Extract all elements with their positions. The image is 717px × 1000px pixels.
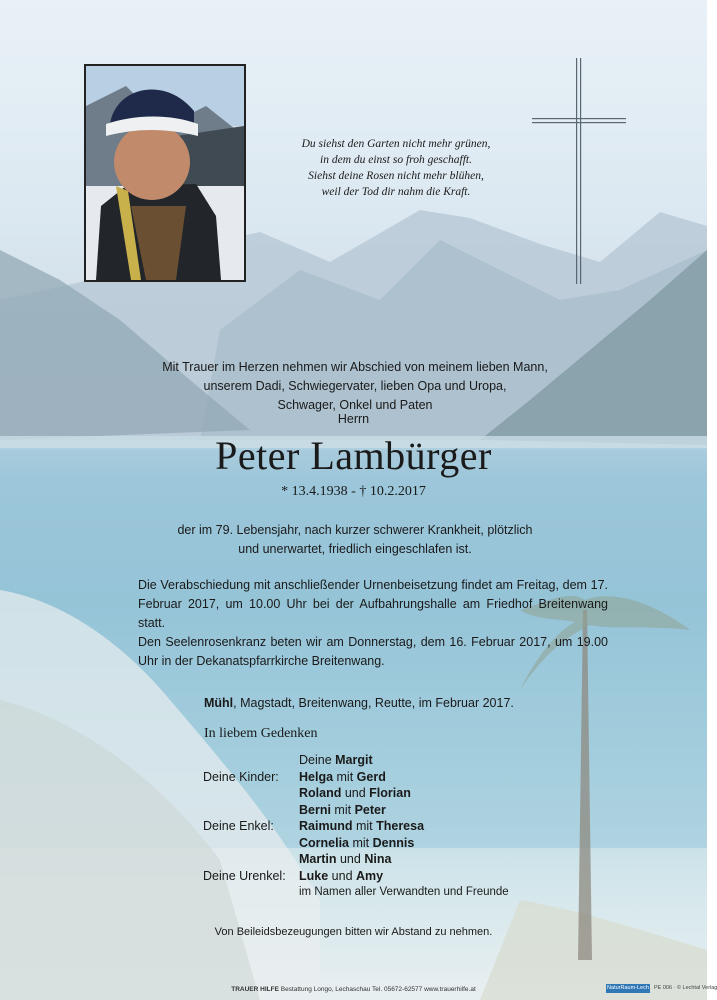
life-dates: * 13.4.1938 - † 10.2.2017 bbox=[281, 484, 426, 499]
conj: mit bbox=[330, 802, 355, 817]
family-row-grandchildren bbox=[203, 835, 424, 852]
great-grandchild-name: Luke bbox=[299, 868, 329, 883]
conj: und bbox=[336, 852, 365, 866]
partner-name: Theresa bbox=[376, 819, 425, 833]
spouse-name: Peter bbox=[354, 802, 386, 817]
conj: und bbox=[328, 868, 356, 883]
child-name: Helga bbox=[299, 769, 334, 784]
poem-line: in dem du einst so froh geschafft. bbox=[320, 154, 472, 166]
cross-icon bbox=[532, 58, 626, 284]
deceased-name: Peter Lambürger bbox=[215, 433, 492, 478]
family-row-children bbox=[203, 769, 424, 786]
salutation: Herrn bbox=[337, 412, 370, 426]
footer-brand: TRAUER HILFE bbox=[231, 986, 279, 993]
print-code: PE 006 · © Lechtal Verlag bbox=[654, 985, 717, 991]
footer bbox=[0, 986, 707, 993]
farewell-paragraph: Die Verabschiedung mit anschließender Urnenbeisetzung findet am Freitag, dem 17. Februar 2017, um 10.00 Uhr bei der Aufbahrungshalle am Friedhof Breitenwang statt. bbox=[138, 578, 608, 630]
conj: und bbox=[341, 786, 370, 800]
conj: mit bbox=[333, 769, 357, 784]
intro-line: Mit Trauer im Herzen nehmen wir Abschied von meinem lieben Mann, bbox=[162, 360, 548, 374]
memorial-poem bbox=[276, 136, 516, 200]
family-row-wife bbox=[203, 752, 424, 769]
spouse-name: Florian bbox=[369, 786, 411, 800]
death-line: der im 79. Lebensjahr, nach kurzer schwerer Krankheit, plötzlich bbox=[177, 523, 533, 537]
grandchild-name: Cornelia bbox=[299, 835, 350, 850]
child-name: Roland bbox=[299, 786, 342, 800]
in-memory-heading: In liebem Gedenken bbox=[204, 726, 318, 741]
intro-line: Schwager, Onkel und Paten bbox=[277, 398, 433, 412]
poem-line: weil der Tod dir nahm die Kraft. bbox=[321, 186, 471, 198]
family-row-grandchildren bbox=[203, 851, 424, 868]
grandchild-name: Raimund bbox=[299, 819, 353, 833]
conj: mit bbox=[349, 835, 373, 850]
place-rest: , Magstadt, Breitenwang, Reutte, im Februar 2017. bbox=[233, 696, 514, 710]
portrait-photo bbox=[84, 64, 246, 282]
wife-name: Margit bbox=[335, 753, 373, 767]
partner-name: Nina bbox=[364, 852, 392, 866]
family-list bbox=[203, 752, 424, 884]
relatives-note: im Namen aller Verwandten und Freunde bbox=[299, 886, 509, 898]
partner-name: Dennis bbox=[372, 835, 415, 850]
family-row-grandchildren bbox=[203, 818, 424, 835]
portrait-image bbox=[86, 66, 244, 280]
conj: mit bbox=[352, 819, 377, 833]
grandchildren-label: Deine Enkel: bbox=[203, 819, 274, 833]
children-label: Deine Kinder: bbox=[203, 769, 279, 784]
great-grandchild-name: Amy bbox=[356, 868, 384, 883]
footer-text: Bestattung Longo, Lechaschau Tel. 05672-62577 www.trauerhilfe.at bbox=[278, 986, 476, 993]
intro-text bbox=[60, 358, 650, 415]
family-row-great-grandchildren bbox=[203, 868, 424, 885]
spouse-name: Gerd bbox=[356, 769, 386, 784]
place-bold: Mühl bbox=[204, 696, 234, 710]
wife-prefix: Deine bbox=[299, 753, 336, 767]
poem-line: Siehst deine Rosen nicht mehr blühen, bbox=[308, 170, 484, 182]
naturraum-logo: NaturRaum-Lech bbox=[607, 985, 649, 991]
condolences-note: Von Beileidsbezeugungen bitten wir Abstand zu nehmen. bbox=[214, 926, 493, 938]
place-date-line bbox=[204, 696, 514, 710]
family-row-children bbox=[203, 785, 424, 802]
death-notice bbox=[60, 521, 650, 559]
child-name: Berni bbox=[299, 802, 331, 817]
intro-line: unserem Dadi, Schwiegervater, lieben Opa und Uropa, bbox=[203, 379, 507, 393]
death-line: und unerwartet, friedlich eingeschlafen ist. bbox=[238, 542, 472, 556]
family-row-children bbox=[203, 802, 424, 819]
poem-line: Du siehst den Garten nicht mehr grünen, bbox=[301, 138, 491, 150]
great-grandchildren-label: Deine Urenkel: bbox=[203, 868, 286, 883]
rosary-paragraph: Den Seelenrosenkranz beten wir am Donnerstag, dem 16. Februar 2017, um 19.00 Uhr in der Dekanatspfarrkirche Breitenwang. bbox=[138, 635, 608, 668]
grandchild-name: Martin bbox=[299, 852, 337, 866]
